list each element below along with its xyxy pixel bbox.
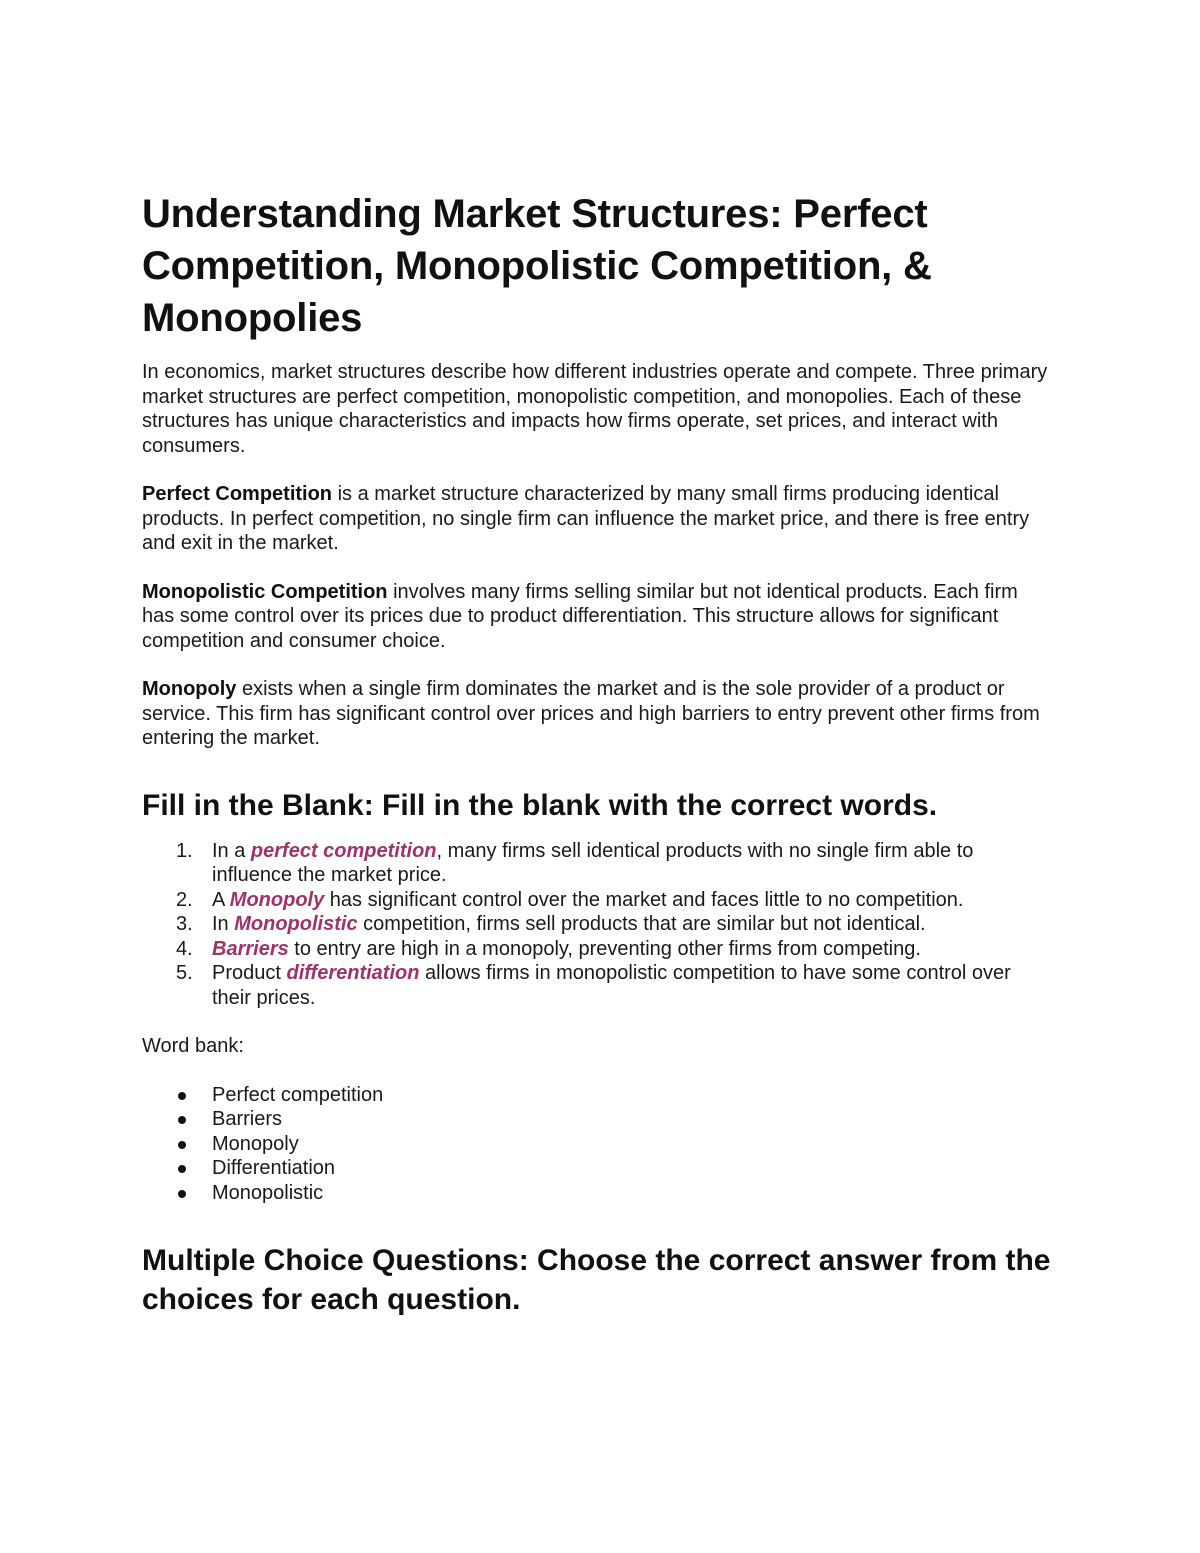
word-bank-word: Barriers bbox=[212, 1108, 283, 1130]
list-item bbox=[142, 1083, 1052, 1108]
definition-monopolistic-competition bbox=[142, 580, 1052, 654]
item-text: to entry are high in a monopoly, preventing other firms from competing. bbox=[288, 937, 921, 960]
item-text: allows firms in monopolistic competition to have some control over their prices. bbox=[212, 962, 1011, 1009]
word-bank-word: Monopoly bbox=[212, 1132, 299, 1155]
bullet-icon bbox=[178, 1141, 186, 1149]
fill-in-blank-heading: Fill in the Blank: Fill in the blank with the correct words. bbox=[142, 788, 938, 822]
definition-text: involves many firms selling similar but not identical products. Each firm has some control over its prices due to product differentiation. This structure allows for significant competition and consumer choice. bbox=[142, 580, 1018, 652]
list-item bbox=[142, 937, 1052, 962]
page-title: Understanding Market Structures: Perfect Competition, Monopolistic Competition, & Monopolies bbox=[142, 192, 932, 340]
document-content bbox=[142, 188, 1052, 1319]
list-item bbox=[142, 961, 1052, 1010]
list-item bbox=[142, 1156, 1052, 1181]
item-text: , many firms sell identical products with no single firm able to influence the market price. bbox=[212, 839, 974, 886]
definition-perfect-competition bbox=[142, 482, 1052, 556]
filled-answer: perfect competition bbox=[250, 839, 437, 862]
filled-answer: differentiation bbox=[286, 962, 420, 984]
item-number: 2. bbox=[176, 888, 193, 911]
definition-term: Perfect Competition bbox=[142, 483, 333, 505]
word-bank-word: Differentiation bbox=[212, 1157, 336, 1179]
list-item bbox=[142, 1132, 1052, 1157]
word-bank-word: Perfect competition bbox=[212, 1083, 384, 1106]
word-bank-list bbox=[142, 1083, 1052, 1206]
multiple-choice-heading: Multiple Choice Questions: Choose the correct answer from the choices for each question. bbox=[142, 1244, 1051, 1316]
item-number: 1. bbox=[176, 839, 193, 862]
item-text: has significant control over the market and faces little to no competition. bbox=[324, 888, 964, 911]
item-number: 3. bbox=[176, 913, 193, 935]
item-text: Product bbox=[212, 962, 287, 984]
bullet-icon bbox=[178, 1092, 186, 1100]
bullet-icon bbox=[178, 1165, 186, 1173]
filled-answer: Monopoly bbox=[229, 888, 325, 911]
fill-in-blank-list bbox=[142, 839, 1052, 1011]
word-bank-label: Word bank: bbox=[142, 1035, 244, 1057]
word-bank-word: Monopolistic bbox=[212, 1181, 324, 1204]
item-text: In a bbox=[212, 839, 251, 862]
definition-term: Monopoly bbox=[142, 678, 237, 700]
definition-term: Monopolistic Competition bbox=[142, 580, 388, 603]
item-text: In bbox=[212, 913, 235, 935]
definition-monopoly bbox=[142, 677, 1052, 751]
intro-paragraph: In economics, market structures describe how different industries operate and compete. Three primary market structures are perfect competition, monopolistic competition, and monopolies. Each of these structures has unique characteristics and impacts how firms operate, set prices, and interact with consumers. bbox=[142, 361, 1048, 457]
list-item bbox=[142, 1181, 1052, 1206]
item-number: 4. bbox=[176, 937, 193, 960]
item-text: A bbox=[212, 888, 230, 911]
list-item bbox=[142, 1107, 1052, 1132]
filled-answer: Monopolistic bbox=[234, 913, 358, 935]
list-item bbox=[142, 888, 1052, 913]
item-text: competition, firms sell products that are similar but not identical. bbox=[357, 913, 926, 935]
definition-text: exists when a single firm dominates the market and is the sole provider of a product or service. This firm has significant control over prices and high barriers to entry prevent other firms from entering the market. bbox=[142, 678, 1040, 749]
item-number: 5. bbox=[176, 962, 193, 984]
bullet-icon bbox=[178, 1190, 186, 1198]
definition-text: is a market structure characterized by many small firms producing identical products. In perfect competition, no single firm can influence the market price, and there is free entry and exit in the market. bbox=[142, 483, 1030, 554]
bullet-icon bbox=[178, 1116, 186, 1124]
list-item bbox=[142, 839, 1052, 888]
list-item bbox=[142, 912, 1052, 937]
filled-answer: Barriers bbox=[212, 937, 289, 960]
